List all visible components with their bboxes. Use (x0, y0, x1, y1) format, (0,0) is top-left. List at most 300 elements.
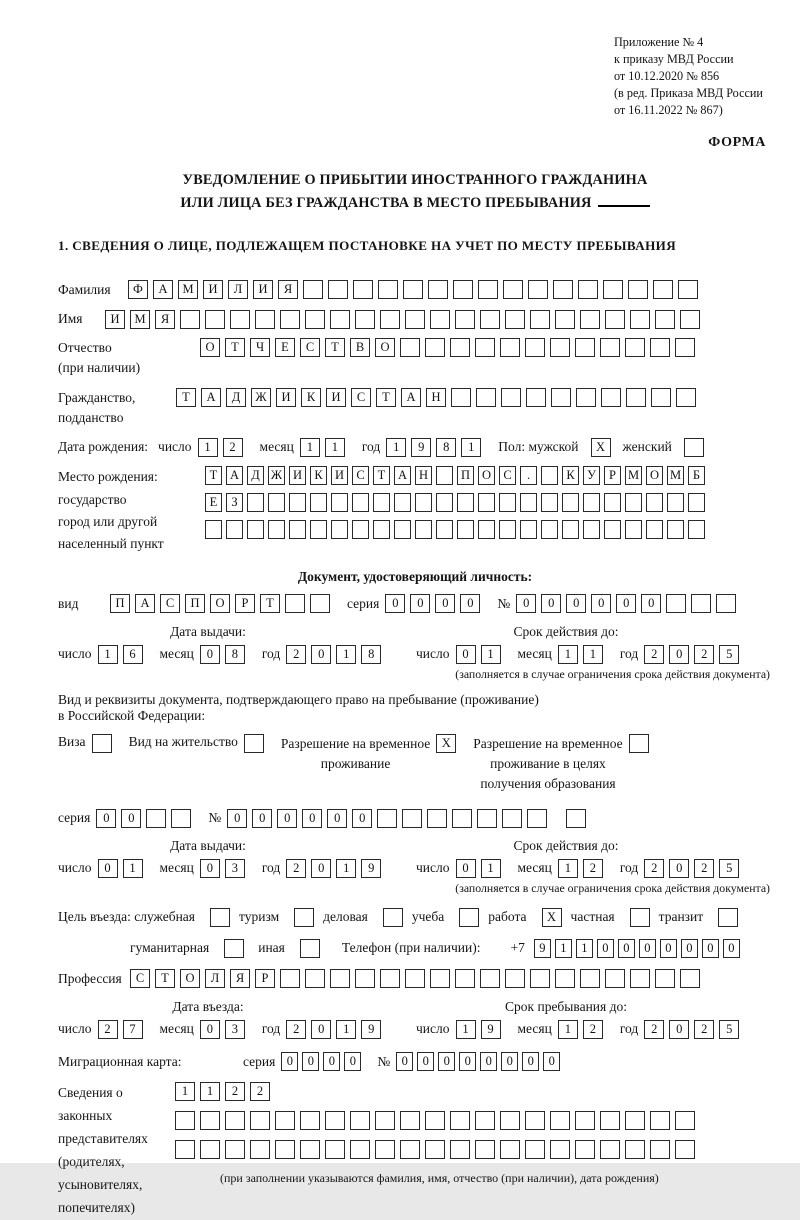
char-cell[interactable] (605, 310, 625, 329)
char-cell[interactable]: 0 (669, 859, 689, 878)
char-cell[interactable]: 0 (385, 594, 405, 613)
char-cell[interactable]: П (185, 594, 205, 613)
char-cell[interactable] (604, 520, 621, 539)
char-cell[interactable] (400, 1111, 420, 1130)
char-cell[interactable] (680, 310, 700, 329)
char-cell[interactable] (667, 520, 684, 539)
char-cell[interactable]: И (276, 388, 296, 407)
char-cell[interactable] (505, 969, 525, 988)
char-cell[interactable]: 0 (566, 594, 586, 613)
char-cell[interactable] (500, 1111, 520, 1130)
char-cell[interactable] (475, 338, 495, 357)
char-cell[interactable]: 0 (327, 809, 347, 828)
purpose-work-checkbox[interactable]: X (542, 908, 562, 927)
char-cell[interactable] (280, 310, 300, 329)
char-cell[interactable] (250, 1111, 270, 1130)
char-cell[interactable]: С (300, 338, 320, 357)
char-cell[interactable] (525, 1140, 545, 1159)
char-cell[interactable] (499, 520, 516, 539)
char-cell[interactable] (680, 969, 700, 988)
char-cell[interactable]: 0 (311, 859, 331, 878)
char-cell[interactable]: 2 (644, 859, 664, 878)
char-cell[interactable]: Н (426, 388, 446, 407)
char-cell[interactable] (675, 1111, 695, 1130)
char-cell[interactable] (325, 1140, 345, 1159)
char-cell[interactable] (650, 1111, 670, 1130)
char-cell[interactable] (378, 280, 398, 299)
char-cell[interactable]: 0 (281, 1052, 298, 1071)
char-cell[interactable] (350, 1140, 370, 1159)
char-cell[interactable]: П (457, 466, 474, 485)
char-cell[interactable] (450, 1111, 470, 1130)
char-cell[interactable] (603, 280, 623, 299)
char-cell[interactable] (550, 1111, 570, 1130)
char-cell[interactable] (667, 493, 684, 512)
char-cell[interactable] (331, 520, 348, 539)
char-cell[interactable] (576, 388, 596, 407)
char-cell[interactable] (478, 493, 495, 512)
char-cell[interactable] (425, 1140, 445, 1159)
char-cell[interactable]: Т (373, 466, 390, 485)
char-cell[interactable]: 9 (411, 438, 431, 457)
char-cell[interactable] (375, 1140, 395, 1159)
char-cell[interactable] (436, 493, 453, 512)
char-cell[interactable]: 1 (336, 645, 356, 664)
char-cell[interactable] (247, 520, 264, 539)
char-cell[interactable] (480, 310, 500, 329)
char-cell[interactable] (646, 493, 663, 512)
char-cell[interactable]: 0 (541, 594, 561, 613)
char-cell[interactable] (528, 280, 548, 299)
char-cell[interactable]: З (226, 493, 243, 512)
char-cell[interactable] (310, 594, 330, 613)
char-cell[interactable]: 9 (534, 939, 551, 958)
char-cell[interactable] (675, 1140, 695, 1159)
char-cell[interactable]: 9 (361, 859, 381, 878)
char-cell[interactable]: 1 (481, 645, 501, 664)
char-cell[interactable]: 0 (227, 809, 247, 828)
char-cell[interactable]: Д (226, 388, 246, 407)
char-cell[interactable] (275, 1111, 295, 1130)
char-cell[interactable] (562, 493, 579, 512)
char-cell[interactable] (526, 388, 546, 407)
char-cell[interactable] (380, 969, 400, 988)
char-cell[interactable]: Т (205, 466, 222, 485)
char-cell[interactable] (600, 1140, 620, 1159)
char-cell[interactable] (550, 338, 570, 357)
purpose-private-checkbox[interactable] (630, 908, 650, 927)
char-cell[interactable] (305, 310, 325, 329)
char-cell[interactable]: 2 (583, 859, 603, 878)
char-cell[interactable] (255, 310, 275, 329)
char-cell[interactable] (525, 1111, 545, 1130)
char-cell[interactable] (625, 1111, 645, 1130)
char-cell[interactable]: О (180, 969, 200, 988)
char-cell[interactable] (280, 969, 300, 988)
char-cell[interactable]: 7 (123, 1020, 143, 1039)
char-cell[interactable]: А (153, 280, 173, 299)
char-cell[interactable] (475, 1111, 495, 1130)
char-cell[interactable] (146, 809, 166, 828)
char-cell[interactable]: С (351, 388, 371, 407)
char-cell[interactable]: Я (230, 969, 250, 988)
char-cell[interactable] (500, 1140, 520, 1159)
char-cell[interactable]: 8 (436, 438, 456, 457)
char-cell[interactable]: Л (228, 280, 248, 299)
char-cell[interactable]: 0 (723, 939, 740, 958)
char-cell[interactable]: М (130, 310, 150, 329)
char-cell[interactable] (405, 310, 425, 329)
char-cell[interactable] (600, 1111, 620, 1130)
char-cell[interactable] (225, 1140, 245, 1159)
char-cell[interactable] (625, 338, 645, 357)
char-cell[interactable] (527, 809, 547, 828)
char-cell[interactable] (175, 1140, 195, 1159)
char-cell[interactable]: Л (205, 969, 225, 988)
char-cell[interactable]: А (135, 594, 155, 613)
char-cell[interactable] (403, 280, 423, 299)
char-cell[interactable] (425, 338, 445, 357)
char-cell[interactable]: К (301, 388, 321, 407)
char-cell[interactable] (555, 969, 575, 988)
char-cell[interactable] (477, 809, 497, 828)
char-cell[interactable]: 0 (618, 939, 635, 958)
char-cell[interactable]: Е (205, 493, 222, 512)
char-cell[interactable] (230, 310, 250, 329)
char-cell[interactable]: 1 (98, 645, 118, 664)
char-cell[interactable] (355, 969, 375, 988)
char-cell[interactable]: 5 (719, 645, 739, 664)
char-cell[interactable] (373, 493, 390, 512)
char-cell[interactable] (268, 520, 285, 539)
char-cell[interactable] (300, 1111, 320, 1130)
char-cell[interactable] (500, 338, 520, 357)
char-cell[interactable]: 0 (660, 939, 677, 958)
char-cell[interactable]: 0 (459, 1052, 476, 1071)
char-cell[interactable] (653, 280, 673, 299)
char-cell[interactable]: С (352, 466, 369, 485)
char-cell[interactable]: А (226, 466, 243, 485)
char-cell[interactable]: 1 (481, 859, 501, 878)
char-cell[interactable]: Ч (250, 338, 270, 357)
char-cell[interactable] (478, 280, 498, 299)
char-cell[interactable] (450, 338, 470, 357)
char-cell[interactable] (503, 280, 523, 299)
char-cell[interactable] (225, 1111, 245, 1130)
char-cell[interactable]: Р (235, 594, 255, 613)
char-cell[interactable]: Я (278, 280, 298, 299)
char-cell[interactable]: 1 (558, 1020, 578, 1039)
char-cell[interactable] (583, 493, 600, 512)
char-cell[interactable] (394, 493, 411, 512)
purpose-business-checkbox[interactable] (383, 908, 403, 927)
char-cell[interactable]: 1 (300, 438, 320, 457)
char-cell[interactable] (655, 969, 675, 988)
char-cell[interactable] (305, 969, 325, 988)
temp-permit-checkbox[interactable]: X (436, 734, 456, 753)
char-cell[interactable]: Р (255, 969, 275, 988)
char-cell[interactable] (626, 388, 646, 407)
char-cell[interactable]: 6 (123, 645, 143, 664)
sex-female-checkbox[interactable] (684, 438, 704, 457)
char-cell[interactable] (180, 310, 200, 329)
char-cell[interactable] (310, 520, 327, 539)
char-cell[interactable] (226, 520, 243, 539)
char-cell[interactable]: 0 (323, 1052, 340, 1071)
char-cell[interactable]: О (478, 466, 495, 485)
char-cell[interactable]: И (289, 466, 306, 485)
char-cell[interactable] (551, 388, 571, 407)
char-cell[interactable]: О (210, 594, 230, 613)
char-cell[interactable] (676, 388, 696, 407)
char-cell[interactable] (455, 969, 475, 988)
char-cell[interactable] (330, 310, 350, 329)
char-cell[interactable] (430, 969, 450, 988)
char-cell[interactable] (285, 594, 305, 613)
char-cell[interactable] (530, 310, 550, 329)
char-cell[interactable]: 0 (669, 1020, 689, 1039)
char-cell[interactable]: 0 (669, 645, 689, 664)
char-cell[interactable]: О (646, 466, 663, 485)
char-cell[interactable] (566, 809, 586, 828)
char-cell[interactable]: С (130, 969, 150, 988)
char-cell[interactable]: С (499, 466, 516, 485)
char-cell[interactable] (453, 280, 473, 299)
char-cell[interactable] (502, 809, 522, 828)
char-cell[interactable] (575, 338, 595, 357)
char-cell[interactable] (646, 520, 663, 539)
char-cell[interactable] (580, 310, 600, 329)
char-cell[interactable] (250, 1140, 270, 1159)
char-cell[interactable]: 2 (644, 645, 664, 664)
char-cell[interactable]: 1 (386, 438, 406, 457)
char-cell[interactable] (205, 520, 222, 539)
char-cell[interactable]: 0 (200, 645, 220, 664)
char-cell[interactable]: 0 (641, 594, 661, 613)
char-cell[interactable]: 0 (98, 859, 118, 878)
char-cell[interactable]: Р (604, 466, 621, 485)
char-cell[interactable]: 1 (555, 939, 572, 958)
char-cell[interactable]: 2 (694, 1020, 714, 1039)
char-cell[interactable]: 1 (325, 438, 345, 457)
char-cell[interactable]: 3 (225, 859, 245, 878)
char-cell[interactable]: 0 (456, 645, 476, 664)
char-cell[interactable] (457, 493, 474, 512)
purpose-official-checkbox[interactable] (210, 908, 230, 927)
char-cell[interactable] (478, 520, 495, 539)
char-cell[interactable] (625, 493, 642, 512)
char-cell[interactable]: К (562, 466, 579, 485)
char-cell[interactable]: А (201, 388, 221, 407)
char-cell[interactable]: 2 (583, 1020, 603, 1039)
char-cell[interactable]: 5 (719, 859, 739, 878)
char-cell[interactable]: 2 (223, 438, 243, 457)
purpose-humanitarian-checkbox[interactable] (224, 939, 244, 958)
char-cell[interactable]: . (520, 466, 537, 485)
char-cell[interactable] (520, 520, 537, 539)
purpose-tourism-checkbox[interactable] (294, 908, 314, 927)
char-cell[interactable] (688, 493, 705, 512)
char-cell[interactable] (555, 310, 575, 329)
char-cell[interactable] (200, 1111, 220, 1130)
char-cell[interactable] (205, 310, 225, 329)
char-cell[interactable]: Т (260, 594, 280, 613)
char-cell[interactable]: И (326, 388, 346, 407)
char-cell[interactable]: 1 (558, 859, 578, 878)
char-cell[interactable] (428, 280, 448, 299)
char-cell[interactable] (553, 280, 573, 299)
char-cell[interactable] (480, 969, 500, 988)
char-cell[interactable]: Т (325, 338, 345, 357)
char-cell[interactable]: 0 (597, 939, 614, 958)
char-cell[interactable] (275, 1140, 295, 1159)
sex-male-checkbox[interactable]: X (591, 438, 611, 457)
char-cell[interactable] (380, 310, 400, 329)
char-cell[interactable] (350, 1111, 370, 1130)
char-cell[interactable] (655, 310, 675, 329)
char-cell[interactable]: 0 (200, 859, 220, 878)
char-cell[interactable] (430, 310, 450, 329)
char-cell[interactable] (628, 280, 648, 299)
char-cell[interactable] (541, 520, 558, 539)
char-cell[interactable]: Д (247, 466, 264, 485)
char-cell[interactable]: 0 (460, 594, 480, 613)
char-cell[interactable] (400, 1140, 420, 1159)
char-cell[interactable]: 0 (501, 1052, 518, 1071)
char-cell[interactable] (716, 594, 736, 613)
char-cell[interactable]: 2 (98, 1020, 118, 1039)
char-cell[interactable]: 2 (694, 859, 714, 878)
char-cell[interactable]: 0 (516, 594, 536, 613)
char-cell[interactable] (475, 1140, 495, 1159)
char-cell[interactable]: 1 (198, 438, 218, 457)
char-cell[interactable] (450, 1140, 470, 1159)
char-cell[interactable] (501, 388, 521, 407)
char-cell[interactable]: 0 (302, 809, 322, 828)
char-cell[interactable] (562, 520, 579, 539)
char-cell[interactable] (530, 969, 550, 988)
char-cell[interactable] (578, 280, 598, 299)
char-cell[interactable]: 8 (225, 645, 245, 664)
char-cell[interactable]: 1 (576, 939, 593, 958)
char-cell[interactable] (394, 520, 411, 539)
char-cell[interactable] (675, 338, 695, 357)
char-cell[interactable] (400, 338, 420, 357)
char-cell[interactable] (452, 809, 472, 828)
char-cell[interactable] (247, 493, 264, 512)
char-cell[interactable] (691, 594, 711, 613)
char-cell[interactable] (268, 493, 285, 512)
char-cell[interactable] (375, 1111, 395, 1130)
char-cell[interactable]: М (178, 280, 198, 299)
char-cell[interactable] (605, 969, 625, 988)
char-cell[interactable]: С (160, 594, 180, 613)
residence-permit-checkbox[interactable] (244, 734, 264, 753)
char-cell[interactable] (505, 310, 525, 329)
char-cell[interactable] (427, 809, 447, 828)
char-cell[interactable] (328, 280, 348, 299)
char-cell[interactable]: 1 (175, 1082, 195, 1101)
char-cell[interactable]: 1 (456, 1020, 476, 1039)
char-cell[interactable] (604, 493, 621, 512)
char-cell[interactable]: 0 (396, 1052, 413, 1071)
char-cell[interactable] (580, 969, 600, 988)
char-cell[interactable] (601, 388, 621, 407)
char-cell[interactable] (650, 338, 670, 357)
char-cell[interactable] (300, 1140, 320, 1159)
char-cell[interactable] (425, 1111, 445, 1130)
char-cell[interactable]: Б (688, 466, 705, 485)
char-cell[interactable]: 0 (681, 939, 698, 958)
char-cell[interactable] (352, 520, 369, 539)
char-cell[interactable] (415, 520, 432, 539)
char-cell[interactable]: 0 (252, 809, 272, 828)
char-cell[interactable] (405, 969, 425, 988)
char-cell[interactable] (678, 280, 698, 299)
char-cell[interactable]: 2 (644, 1020, 664, 1039)
visa-checkbox[interactable] (92, 734, 112, 753)
char-cell[interactable]: 8 (361, 645, 381, 664)
char-cell[interactable] (353, 280, 373, 299)
char-cell[interactable]: 1 (336, 859, 356, 878)
char-cell[interactable]: 0 (352, 809, 372, 828)
char-cell[interactable] (630, 969, 650, 988)
char-cell[interactable]: 0 (311, 1020, 331, 1039)
char-cell[interactable]: 3 (225, 1020, 245, 1039)
char-cell[interactable] (373, 520, 390, 539)
char-cell[interactable] (476, 388, 496, 407)
char-cell[interactable]: Н (415, 466, 432, 485)
char-cell[interactable]: 2 (286, 1020, 306, 1039)
purpose-other-checkbox[interactable] (300, 939, 320, 958)
char-cell[interactable] (666, 594, 686, 613)
char-cell[interactable]: 1 (200, 1082, 220, 1101)
char-cell[interactable] (415, 493, 432, 512)
char-cell[interactable] (541, 493, 558, 512)
char-cell[interactable] (630, 310, 650, 329)
char-cell[interactable] (550, 1140, 570, 1159)
char-cell[interactable]: М (667, 466, 684, 485)
char-cell[interactable]: 0 (302, 1052, 319, 1071)
char-cell[interactable]: Я (155, 310, 175, 329)
char-cell[interactable] (171, 809, 191, 828)
char-cell[interactable] (520, 493, 537, 512)
char-cell[interactable]: П (110, 594, 130, 613)
char-cell[interactable] (651, 388, 671, 407)
char-cell[interactable]: 0 (456, 859, 476, 878)
char-cell[interactable]: 0 (435, 594, 455, 613)
char-cell[interactable]: 0 (616, 594, 636, 613)
char-cell[interactable] (330, 969, 350, 988)
char-cell[interactable]: А (401, 388, 421, 407)
char-cell[interactable] (352, 493, 369, 512)
char-cell[interactable] (436, 520, 453, 539)
char-cell[interactable]: 1 (461, 438, 481, 457)
char-cell[interactable]: О (375, 338, 395, 357)
char-cell[interactable]: 0 (410, 594, 430, 613)
char-cell[interactable]: 0 (121, 809, 141, 828)
char-cell[interactable]: 0 (591, 594, 611, 613)
char-cell[interactable]: И (331, 466, 348, 485)
char-cell[interactable]: 2 (250, 1082, 270, 1101)
char-cell[interactable]: 1 (336, 1020, 356, 1039)
char-cell[interactable]: 2 (694, 645, 714, 664)
char-cell[interactable] (457, 520, 474, 539)
char-cell[interactable]: Ф (128, 280, 148, 299)
char-cell[interactable]: Ж (268, 466, 285, 485)
purpose-study-checkbox[interactable] (459, 908, 479, 927)
char-cell[interactable]: 5 (719, 1020, 739, 1039)
